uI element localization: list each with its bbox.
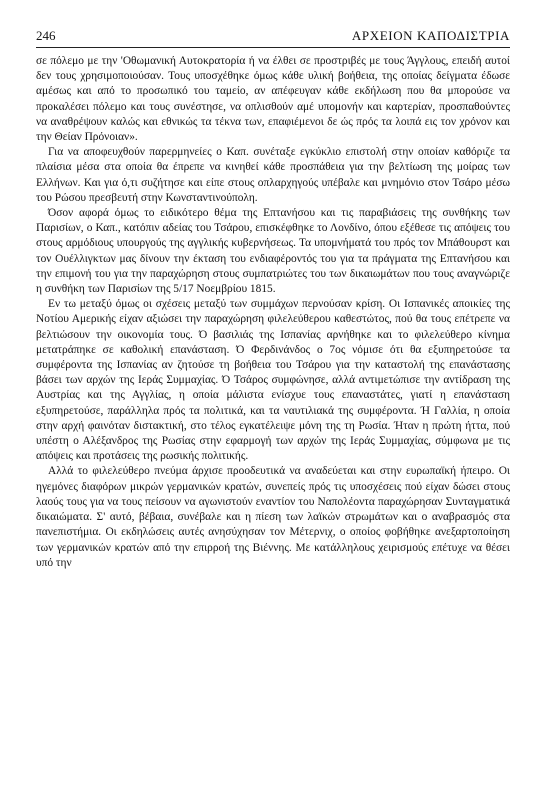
body-text (36, 54, 510, 571)
paragraph: Όσον αφορά όμως το ειδικότερο θέμα της Επτανήσου και τις παραβιάσεις της συνθήκης των Παρισίων, ο Καπ., κατόπιν αδείας του Τσάρου, επισκέφθηκε το Λονδίνο, όπου εξέθεσε τις απόψεις του στους αρμόδιους υπουργούς της αγγλικής κυβερνήσεως. Τα υπομνήματά του πρός τον Μπάθουρστ και τον Ουέλλιγκτων μας δίνουν την έκταση του ενδιαφέροντός του για τα πράγματα της Επτανήσου και την επιμονή του για την παραχώρηση στους συμπατριώτες του των δικαιωμάτων που τους αναγνώριζε η συνθήκη των Παρισίων της 5/17 Νοεμβρίου 1815. (36, 207, 510, 296)
running-title: ΑΡΧΕΙΟΝ ΚΑΠΟΔΙΣΤΡΙΑ (351, 28, 510, 43)
page-header (36, 28, 510, 44)
page-number: 246 (36, 28, 56, 43)
paragraph: Αλλά το φιλελεύθερο πνεύμα άρχισε προοδευτικά να αναδεύεται και στην ευρωπαϊκή ήπειρο. Οι ηγεμόνες διαφόρων μικρών γερμανικών κρατών, συνεπείς πρός τις υποσχέσεις πού είχαν δώσει στους λαούς τους για να τους πείσουν να αγωνιστούν εναντίον του Ναπολέοντα παραχώρησαν Συνταγματικά δικαιώματα. Σ' αυτό, βέβαια, συνέβαλε και η πίεση των λαϊκών στρωμάτων και ο αναβρασμός στα πανεπιστήμια. Οι εκδηλώσεις αυτές ανησύχησαν τον Μέτερνιχ, ο οποίος φοβήθηκε ανεξαρτοποίηση των γερμανικών κρατών από την επιρροή της Βιέννης. Με κατάλληλους χειρισμούς επέτυχε να θέσει υπό την (36, 465, 510, 569)
paragraph: Εν τω μεταξύ όμως οι σχέσεις μεταξύ των συμμάχων περνούσαν κρίση. Οι Ισπανικές αποικίες της Νοτίου Αμερικής είχαν αξιώσει την παραχώρηση φιλελεύθερου καθεστώτος, πού θα τους επέτρεπε να βελτιώσουν την οικονομία τους. Ό βασιλιάς της Ισπανίας αρνήθηκε και το φιλελεύθερο κίνημα μετατράπηκε σε καθολική επανάσταση. Ό Φερδινάνδος ο 7ος νόμισε ότι θα εξυπηρετούσε τα συμφέροντα της Ισπανίας αν ζητούσε τη βοήθεια του Τσάρου για την καταστολή της επανάστασης βάσει των αρχών της Ιεράς Συμμαχίας. Ό Τσάρος συμφώνησε, αλλά αντιμετώπισε την αντίδραση της Αυστρίας και της Αγγλίας, η οποία μάλιστα ενίσχυε τους επαναστάτες, γιατί η επανάσταση εξυπηρετούσε, παράλληλα πρός τα πολιτικά, και τα ναυτιλιακά της συμφέροντα. Ή Γαλλία, η οποία στην αρχή φαινόταν διστακτική, στο τέλος εγκατέλειψε μόνη της τη Ρωσία. Ήταν η πρώτη ήττα, πού υπέστη ο Αλέξανδρος της Ρωσίας στην εφαρμογή των αρχών της Ιεράς Συμμαχίας, σύμφωνα με τις απόψεις και προτάσεις της ρωσικής πολιτικής. (36, 298, 510, 463)
header-rule (36, 47, 510, 48)
paragraph: Για να αποφευχθούν παρερμηνείες ο Καπ. συνέταξε εγκύκλιο επιστολή στην οποίαν καθόριζε τα πλαίσια μέσα στα οποία θα έπρεπε να κινηθεί κάθε προσπάθεια για την βελτίωση της μοίρας των Ελλήνων. Και για ό,τι συζήτησε και είπε στους οπλαρχηγούς υπέβαλε και μνημόνιο στον Τσάρο μέσω του Ρώσου πρεσβευτή στην Κωνσταντινούπολη. (36, 146, 510, 204)
paragraph: σε πόλεμο με την 'Οθωμανική Αυτοκρατορία ή να έλθει σε προστριβές με τους Άγγλους, επειδή αυτοί δεν τους χρησιμοποιούσαν. Τους υποσχέθηκε όμως κάθε υλική βοήθεια, της οποίας δείγματα έδωσε αμέσως και από το προσωπικό του ταμείο, αν απέφευγαν κάθε εκδήλωση που θα μπορούσε να προκαλέσει πόλεμο και τους συνέστησε, να οπλισθούν αμέ υπομονήν και καρτερίαν, προσπαθούντες να αναθρέψουν καλώς και εθνικώς τα τέκνα των, επαφιέμενοι δε ώς πρός τα λοιπά εις τον χρόνον και την Θείαν Πρόνοιαν». (36, 55, 510, 144)
document-page (36, 28, 510, 784)
